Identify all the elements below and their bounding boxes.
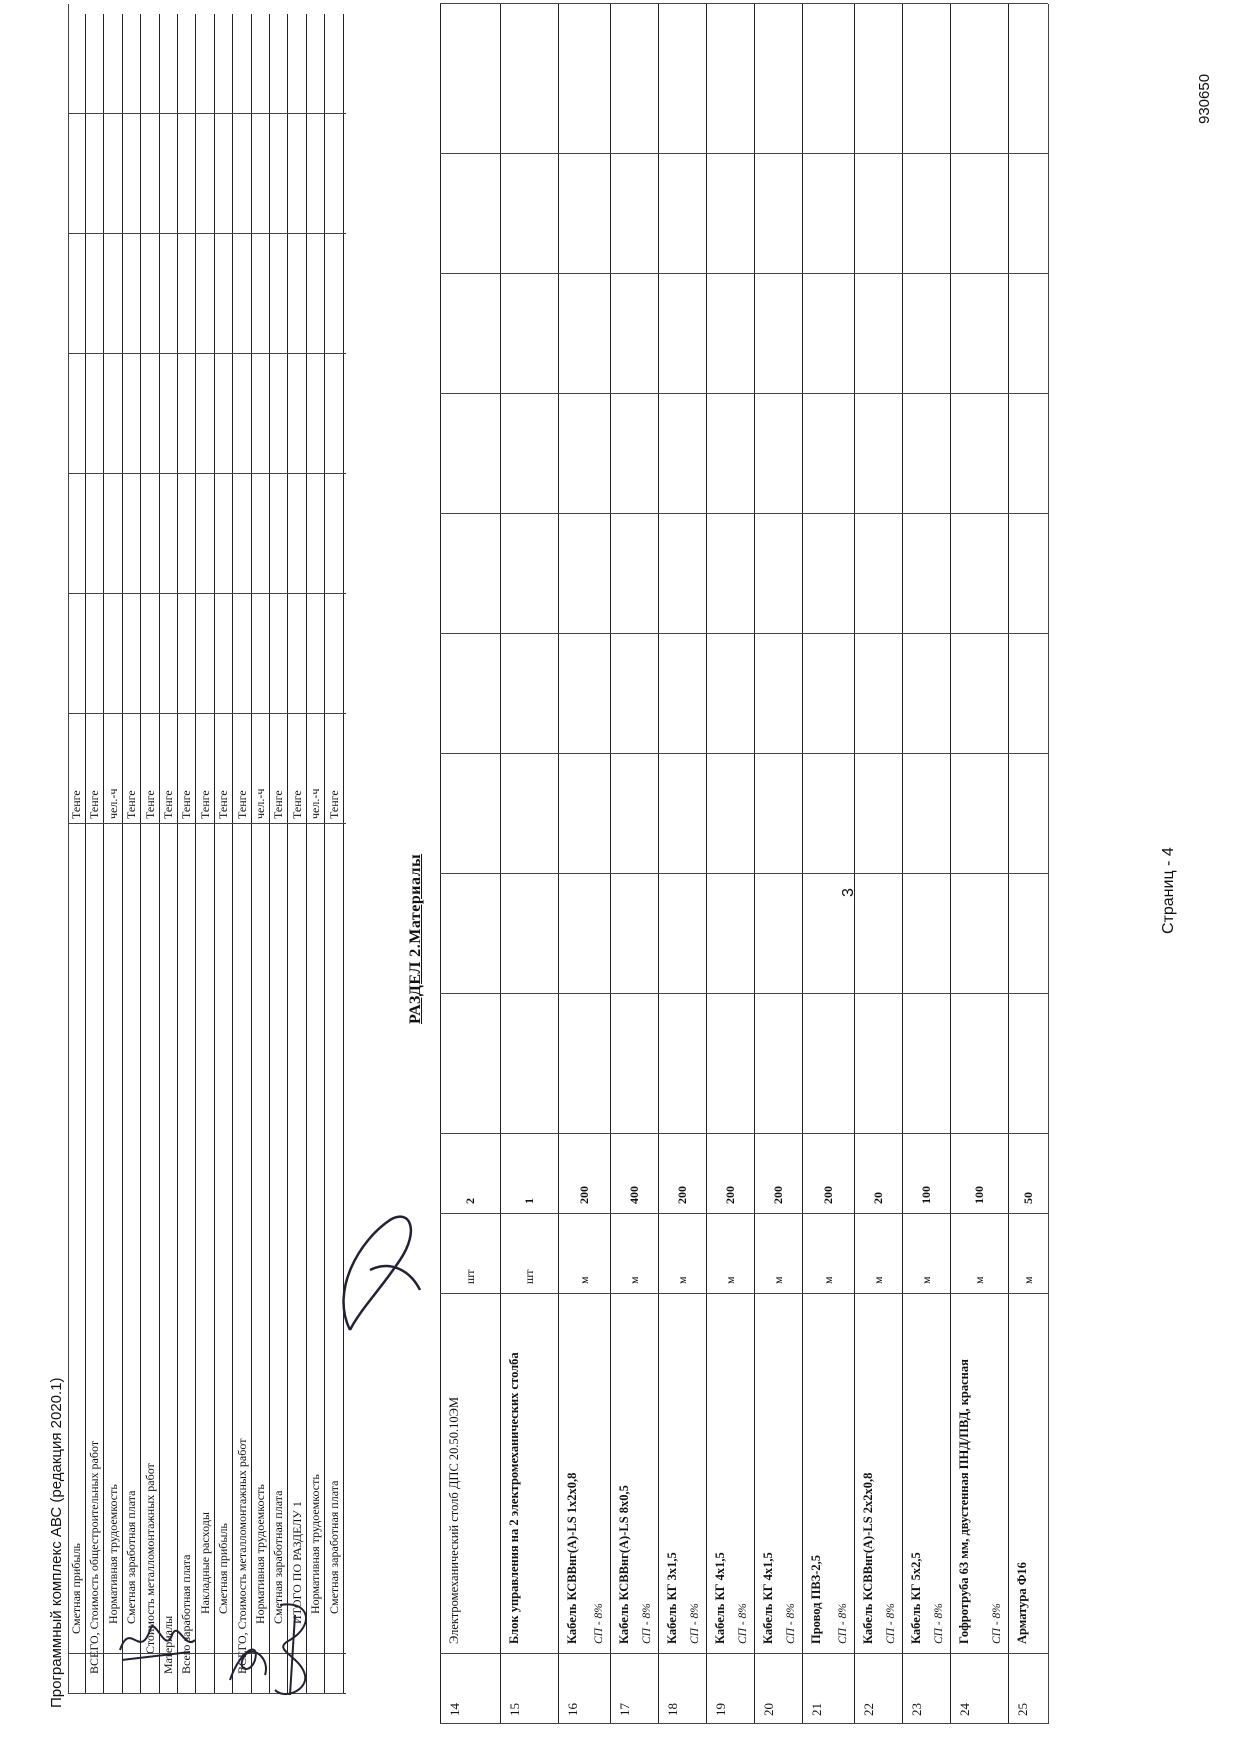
summary-label: Сметная заработная плата	[271, 1490, 286, 1624]
summary-label: Накладные расходы	[197, 1512, 212, 1614]
summary-column-divider	[68, 473, 346, 474]
unit-cell: м	[821, 1276, 835, 1284]
table-row	[658, 4, 707, 1724]
summary-row	[160, 14, 178, 1694]
material-name: Кабель КГ 5x2,5	[909, 1552, 923, 1644]
row-number: 24	[957, 1703, 972, 1716]
row-number: 19	[713, 1703, 728, 1716]
quantity-cell: 200	[771, 1186, 785, 1204]
column-divider	[440, 3, 1048, 4]
quantity-cell: 400	[627, 1186, 641, 1204]
unit-cell: м	[723, 1276, 737, 1284]
table-row	[706, 4, 755, 1724]
summary-column-divider	[68, 113, 346, 114]
unit-cell: м	[919, 1276, 933, 1284]
summary-row	[234, 14, 252, 1694]
summary-unit: Тенге	[68, 749, 85, 824]
row-number: 16	[565, 1703, 580, 1716]
unit-cell: м	[1021, 1276, 1035, 1284]
material-name: Электромеханический столб ДПС 20.50.10ЭМ	[447, 1396, 461, 1644]
quantity-cell: 20	[871, 1192, 885, 1204]
summary-unit: чел.-ч	[307, 749, 324, 824]
signature-1	[320, 1200, 440, 1340]
material-name: Кабель КГ 4x1,5	[713, 1552, 727, 1644]
row-number: 25	[1015, 1703, 1030, 1716]
summary-row	[142, 14, 160, 1694]
summary-unit: Тенге	[289, 749, 306, 824]
summary-unit: Тенге	[178, 749, 195, 824]
quantity-cell: 200	[723, 1186, 737, 1204]
column-divider	[440, 513, 1048, 514]
summary-row	[123, 14, 141, 1694]
summary-top-line	[68, 4, 69, 1694]
summary-unit: чел.-ч	[252, 749, 269, 824]
table-row	[610, 4, 659, 1724]
quantity-cell: 50	[1021, 1192, 1035, 1204]
unit-cell: м	[871, 1276, 885, 1284]
unit-cell: м	[972, 1276, 986, 1284]
summary-label: Сметная заработная плата	[124, 1490, 139, 1624]
summary-column-divider	[68, 713, 346, 714]
page-number: Страниц - 4	[1160, 847, 1177, 934]
material-note: СП - 8%	[837, 1603, 849, 1644]
material-name: Кабель КСВВнг(А)-LS 1x2x0,8	[565, 1472, 579, 1644]
row-number: 23	[909, 1703, 924, 1716]
column-divider	[440, 1213, 1048, 1214]
material-note: СП - 8%	[991, 1603, 1003, 1644]
summary-label: Всего заработная плата	[179, 1554, 194, 1674]
program-header: Программный комплекс АВС (редакция 2020.1)	[48, 1377, 65, 1708]
summary-label: Стоимость металломонтажных работ	[142, 1463, 157, 1654]
signature-4	[260, 1595, 330, 1705]
table-row	[802, 4, 855, 1724]
material-note: СП - 8%	[785, 1603, 797, 1644]
summary-row	[86, 14, 104, 1694]
row-number: 17	[617, 1703, 632, 1716]
row-number: 20	[761, 1703, 776, 1716]
summary-row	[68, 14, 86, 1694]
row-number: 14	[447, 1703, 462, 1716]
summary-unit: Тенге	[270, 749, 287, 824]
table-row	[854, 4, 903, 1724]
material-note: СП - 8%	[689, 1603, 701, 1644]
quantity-cell: 200	[675, 1186, 689, 1204]
row-number: 18	[665, 1703, 680, 1716]
summary-unit: Тенге	[234, 749, 251, 824]
summary-row	[215, 14, 233, 1694]
material-name: Блок управления на 2 электромеханических столба	[507, 1352, 521, 1644]
table-row	[440, 4, 501, 1724]
table-row	[558, 4, 611, 1724]
summary-unit: Тенге	[215, 749, 232, 824]
summary-label: ВСЕГО, Стоимость общестроительных работ	[87, 1440, 102, 1674]
summary-column-divider	[68, 593, 346, 594]
material-note: СП - 8%	[933, 1603, 945, 1644]
summary-column-divider	[68, 233, 346, 234]
material-name: Кабель КГ 4x1,5	[761, 1552, 775, 1644]
material-note: СП - 8%	[737, 1603, 749, 1644]
summary-column-divider	[68, 823, 346, 824]
row-number: 22	[861, 1703, 876, 1716]
table-bottom-line	[1048, 4, 1049, 1724]
column-divider	[440, 993, 1048, 994]
column-divider	[440, 393, 1048, 394]
material-name: Кабель КСВВнг(А)-LS 8x0,5	[617, 1485, 631, 1644]
column-divider	[440, 633, 1048, 634]
column-divider	[440, 1653, 1048, 1654]
summary-label: ИТОГО ПО РАЗДЕЛУ 1	[289, 1501, 304, 1624]
summary-row	[252, 14, 270, 1694]
center-mark: 3	[840, 888, 857, 897]
unit-cell: шт	[522, 1269, 536, 1284]
quantity-cell: 100	[919, 1186, 933, 1204]
column-divider	[440, 153, 1048, 154]
material-note: СП - 8%	[885, 1603, 897, 1644]
summary-row	[197, 14, 215, 1694]
material-name: Гофротруба 63 мм, двустенная ПНД/ПВД, красная	[957, 1359, 971, 1644]
quantity-cell: 200	[577, 1186, 591, 1204]
unit-cell: м	[675, 1276, 689, 1284]
table-row	[500, 4, 559, 1724]
summary-label: Нормативная трудоемкость	[308, 1474, 323, 1614]
material-note: СП - 8%	[593, 1603, 605, 1644]
quantity-cell: 100	[972, 1186, 986, 1204]
summary-unit: Тенге	[123, 749, 140, 824]
unit-cell: м	[577, 1276, 591, 1284]
summary-label: Сметная прибыль	[69, 1543, 83, 1634]
summary-unit: чел.-ч	[105, 749, 122, 824]
summary-label: Сметная заработная плата	[326, 1480, 341, 1614]
material-name: Провод ПВЗ-2,5	[809, 1554, 823, 1644]
table-row	[950, 4, 1009, 1724]
quantity-cell: 2	[463, 1198, 477, 1204]
column-divider	[440, 1293, 1048, 1294]
table-row	[1008, 4, 1049, 1724]
summary-label: Нормативная трудоемкость	[105, 1484, 120, 1624]
unit-cell: шт	[463, 1269, 477, 1284]
table-row	[754, 4, 803, 1724]
material-name: Кабель КГ 3x1,5	[665, 1552, 679, 1644]
column-divider	[440, 1133, 1048, 1134]
summary-row	[178, 14, 196, 1694]
summary-column-divider	[68, 353, 346, 354]
table-row	[902, 4, 951, 1724]
material-name: Кабель КСВВнг(А)-LS 2x2x0,8	[861, 1472, 875, 1644]
signature-2	[110, 1610, 200, 1670]
summary-row	[289, 14, 307, 1694]
summary-unit: Тенге	[142, 749, 159, 824]
summary-unit: Тенге	[326, 749, 343, 824]
column-divider	[440, 873, 1048, 874]
quantity-cell: 200	[821, 1186, 835, 1204]
summary-row	[307, 14, 325, 1694]
document-code: 930650	[1196, 73, 1213, 124]
column-divider	[440, 1723, 1048, 1724]
summary-label: Нормативная трудоемкость	[253, 1484, 267, 1624]
summary-label: ВСЕГО, Стоимость металломонтажных работ	[234, 1438, 249, 1674]
summary-unit: Тенге	[160, 749, 177, 824]
material-name: Арматура Ф16	[1015, 1562, 1029, 1644]
quantity-cell: 1	[522, 1198, 536, 1204]
summary-row	[326, 14, 344, 1694]
row-number: 21	[809, 1703, 824, 1716]
row-number: 15	[507, 1703, 522, 1716]
summary-label: Материалы	[161, 1615, 175, 1674]
unit-cell: м	[627, 1276, 641, 1284]
summary-row	[270, 14, 288, 1694]
column-divider	[440, 273, 1048, 274]
summary-unit: Тенге	[86, 749, 103, 824]
section-title: РАЗДЕЛ 2.Материалы	[407, 853, 424, 1024]
unit-cell: м	[771, 1276, 785, 1284]
summary-row	[105, 14, 123, 1694]
summary-unit: Тенге	[197, 749, 214, 824]
column-divider	[440, 753, 1048, 754]
material-note: СП - 8%	[641, 1603, 653, 1644]
summary-label: Сметная прибыль	[216, 1523, 231, 1614]
